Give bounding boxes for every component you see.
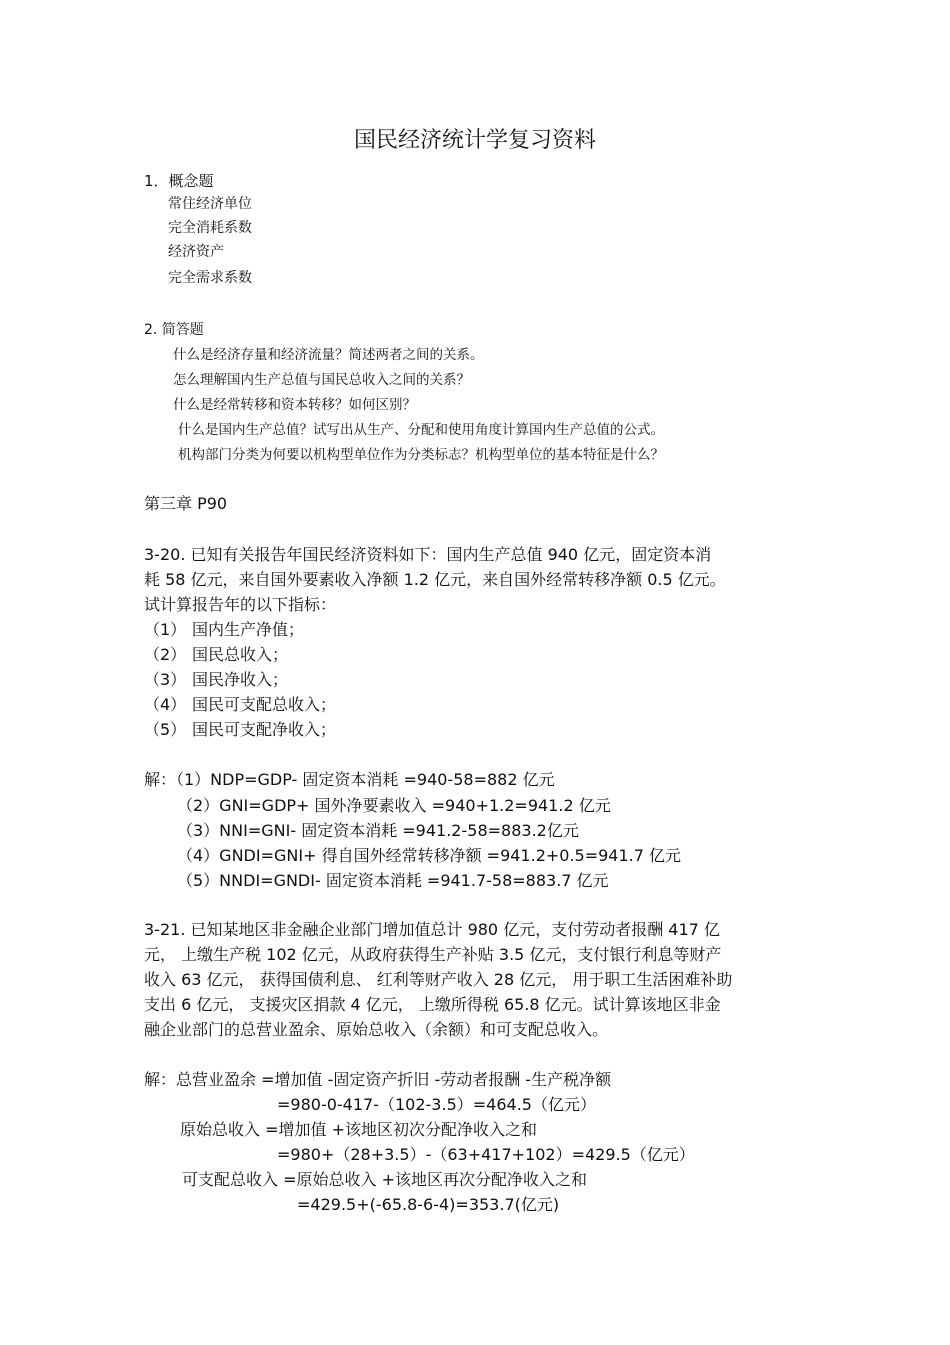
- concept-item: 经济资产: [168, 244, 224, 260]
- problem-3-21-line: 元， 上缴生产税 102 亿元，从政府获得生产补贴 3.5 亿元，支付银行利息等财产: [144, 945, 722, 964]
- concept-item: 常住经济单位: [168, 196, 252, 212]
- indicator-text: 国民可支配总收入；: [192, 695, 337, 714]
- question-item: 什么是国内生产总值？试写出从生产、分配和使用角度计算国内生产总值的公式。: [178, 422, 664, 438]
- indicator-number: （1）: [144, 620, 187, 639]
- concept-item: 完全需求系数: [168, 270, 252, 286]
- indicator-text: 国民可支配净收入；: [192, 720, 337, 739]
- question-item: 什么是经常转移和资本转移？如何区别？: [173, 397, 416, 413]
- question-item: 怎么理解国内生产总值与国民总收入之间的关系？: [173, 372, 470, 388]
- problem-3-20-line: 3-20. 已知有关报告年国民经济资料如下：国内生产总值 940 亿元，固定资本消: [144, 545, 712, 564]
- solution-3-21-line: =980-0-417-（102-3.5）=464.5（亿元）: [277, 1095, 596, 1114]
- indicator-text: 国民净收入；: [192, 670, 289, 689]
- indicator-number: （4）: [144, 695, 187, 714]
- solution-3-20-line: （2）GNI=GDP+ 国外净要素收入 =940+1.2=941.2 亿元: [177, 796, 611, 815]
- chapter-heading: 第三章 P90: [144, 494, 228, 513]
- indicator-item: [144, 695, 336, 714]
- solution-3-20-line: （5）NNDI=GNDI- 固定资本消耗 =941.7-58=883.7 亿元: [177, 871, 609, 890]
- problem-3-20-line: 试计算报告年的以下指标：: [144, 595, 337, 614]
- indicator-text: 国民总收入；: [192, 645, 289, 664]
- problem-3-21-line: 支出 6 亿元， 支援灾区捐款 4 亿元， 上缴所得税 65.8 亿元。试计算该地区非金: [144, 995, 721, 1014]
- problem-3-21-line: 3-21. 已知某地区非金融企业部门增加值总计 980 亿元，支付劳动者报酬 417 亿: [144, 920, 720, 939]
- indicator-item: [144, 670, 288, 689]
- indicator-item: [144, 620, 304, 639]
- section-2-heading: 2. 简答题: [144, 322, 204, 338]
- indicator-number: （5）: [144, 720, 187, 739]
- question-item: 机构部门分类为何要以机构型单位作为分类标志？机构型单位的基本特征是什么？: [178, 447, 664, 463]
- problem-3-21-line: 融企业部门的总营业盈余、原始总收入（余额）和可支配总收入。: [144, 1020, 609, 1039]
- solution-3-21-line: 可支配总收入 =原始总收入 +该地区再次分配净收入之和: [182, 1170, 587, 1189]
- solution-3-20-line: 解：（1）NDP=GDP- 固定资本消耗 =940-58=882 亿元: [144, 770, 555, 789]
- solution-3-21-line: =429.5+(-65.8-6-4)=353.7(亿元): [297, 1195, 560, 1214]
- concept-item: 完全消耗系数: [168, 220, 252, 236]
- document-title: 国民经济统计学复习资料: [353, 128, 596, 153]
- solution-3-20-line: （4）GNDI=GNI+ 得自国外经常转移净额 =941.2+0.5=941.7 亿元: [177, 846, 682, 865]
- indicator-text: 国内生产净值；: [192, 620, 305, 639]
- problem-3-20-line: 耗 58 亿元，来自国外要素收入净额 1.2 亿元，来自国外经常转移净额 0.5 亿元。: [144, 570, 726, 589]
- section-1-heading: 1．概念题: [144, 172, 214, 190]
- question-item: 什么是经济存量和经济流量？简述两者之间的关系。: [173, 347, 484, 363]
- problem-3-21-line: 收入 63 亿元， 获得国债利息、 红利等财产收入 28 亿元， 用于职工生活困难补助: [144, 970, 733, 989]
- indicator-item: [144, 645, 288, 664]
- indicator-number: （3）: [144, 670, 187, 689]
- solution-3-21-line: 原始总收入 =增加值 +该地区初次分配净收入之和: [180, 1120, 537, 1139]
- solution-3-21-line: =980+（28+3.5）-（63+417+102）=429.5（亿元）: [277, 1145, 695, 1164]
- indicator-item: [144, 720, 336, 739]
- solution-3-21-line: 解：总营业盈余 =增加值 -固定资产折旧 -劳动者报酬 -生产税净额: [144, 1070, 612, 1089]
- indicator-number: （2）: [144, 645, 187, 664]
- solution-3-20-line: （3）NNI=GNI- 固定资本消耗 =941.2-58=883.2亿元: [177, 821, 579, 840]
